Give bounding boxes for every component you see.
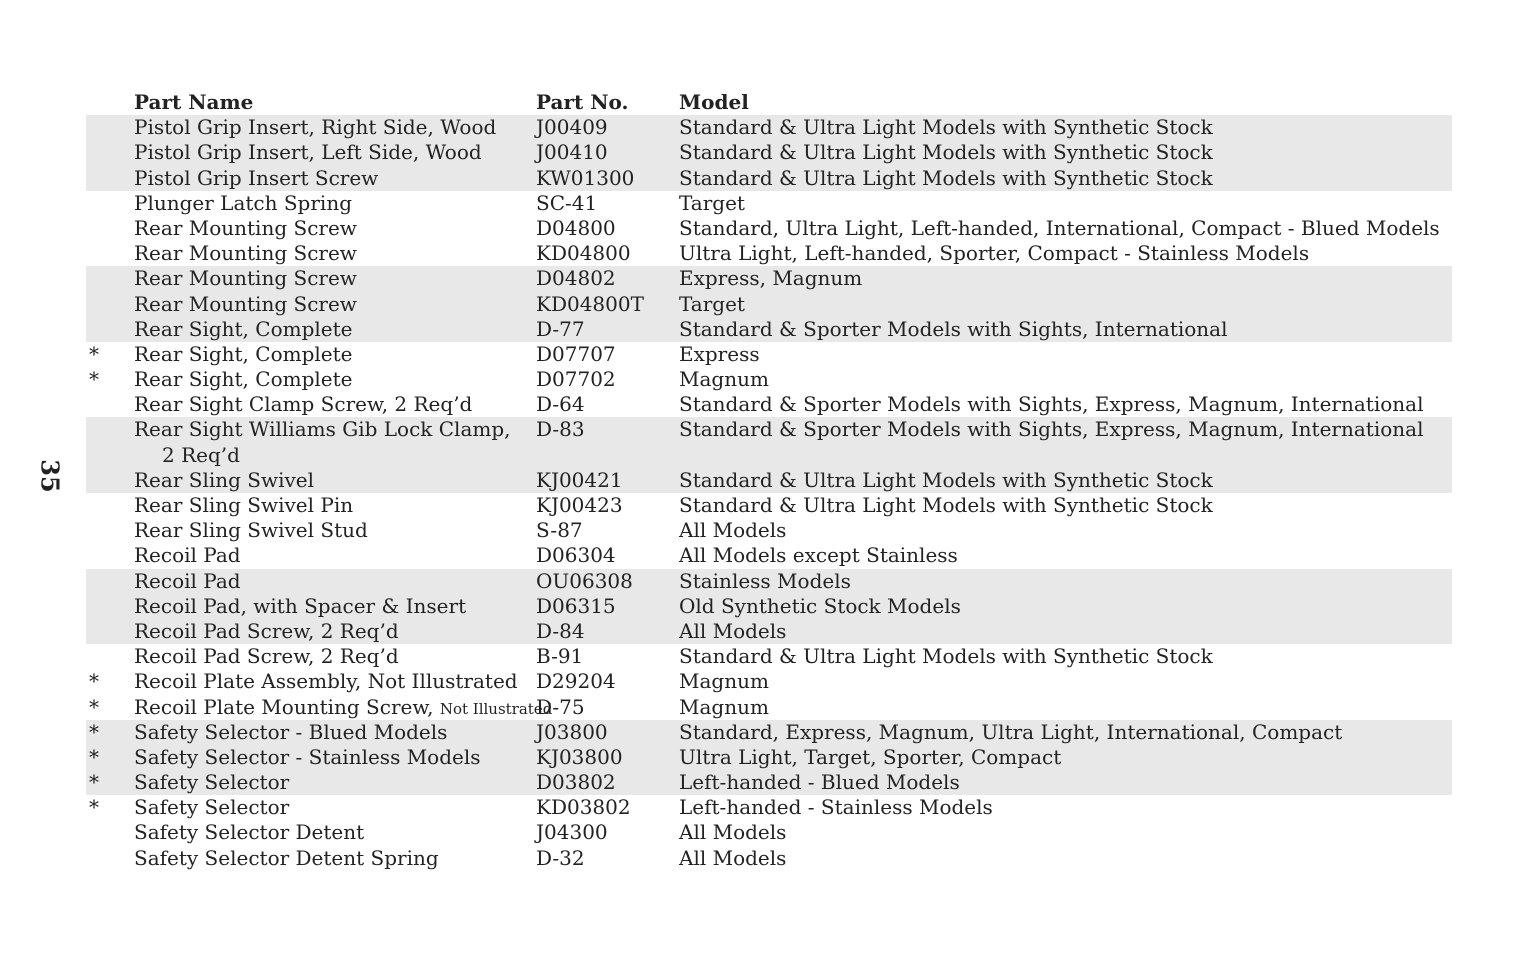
table-row xyxy=(86,594,1452,619)
part-number: D-32 xyxy=(536,845,585,870)
model: Ultra Light, Left-handed, Sporter, Compact - Stainless Models xyxy=(679,241,1310,266)
table-row xyxy=(86,342,1452,367)
part-name: Pistol Grip Insert, Left Side, Wood xyxy=(134,140,482,165)
model: Standard & Ultra Light Models with Synthetic Stock xyxy=(679,493,1213,518)
table-row xyxy=(86,770,1452,795)
part-name: Rear Mounting Screw xyxy=(134,291,357,316)
part-number: D-64 xyxy=(536,392,585,417)
model: All Models xyxy=(679,845,787,870)
model: Standard & Sporter Models with Sights, International xyxy=(679,316,1228,341)
part-name-cell xyxy=(134,216,534,241)
table-row xyxy=(86,417,1452,467)
part-number: KD04800 xyxy=(536,241,631,266)
part-name-cell xyxy=(134,619,534,644)
table-row xyxy=(86,720,1452,745)
table-row xyxy=(86,695,1452,720)
table-row xyxy=(86,292,1452,317)
part-name: Recoil Pad Screw, 2 Req’d xyxy=(134,644,399,669)
part-number: J04300 xyxy=(536,820,608,845)
part-number: KD04800T xyxy=(536,291,644,316)
table-row xyxy=(86,518,1452,543)
part-name: Recoil Plate Assembly, Not Illustrated xyxy=(134,669,518,694)
part-name-cell xyxy=(134,417,534,467)
header-part-no: Part No. xyxy=(536,90,629,114)
part-name-cell xyxy=(134,518,534,543)
part-name-cell xyxy=(134,115,534,140)
part-name-cell xyxy=(134,594,534,619)
part-number: D04802 xyxy=(536,266,616,291)
part-number: KJ00421 xyxy=(536,467,623,492)
part-number: B-91 xyxy=(536,644,584,669)
part-name: Rear Sight Williams Gib Lock Clamp, xyxy=(134,417,511,442)
table-row xyxy=(86,392,1452,417)
part-name: Safety Selector Detent Spring xyxy=(134,845,439,870)
new-part-marker: * xyxy=(89,770,99,795)
part-name-cell xyxy=(134,569,534,594)
model: Old Synthetic Stock Models xyxy=(679,593,961,618)
part-name-cell xyxy=(134,292,534,317)
model: Left-handed - Stainless Models xyxy=(679,795,993,820)
page-number: 35 xyxy=(35,459,65,493)
part-number: D-84 xyxy=(536,618,585,643)
part-number: D-75 xyxy=(536,694,585,719)
part-name-cell xyxy=(134,543,534,568)
part-name-cell xyxy=(134,795,534,820)
table-row xyxy=(86,191,1452,216)
part-name: Recoil Pad, with Spacer & Insert xyxy=(134,593,467,618)
table-row xyxy=(86,846,1452,871)
part-name-cell xyxy=(134,392,534,417)
new-part-marker: * xyxy=(89,795,99,820)
part-name-continued: 2 Req’d xyxy=(162,442,240,467)
table-row xyxy=(86,241,1452,266)
part-name: Recoil Pad Screw, 2 Req’d xyxy=(134,618,399,643)
part-name: Safety Selector Detent xyxy=(134,820,365,845)
part-name: Rear Sling Swivel xyxy=(134,467,315,492)
part-name-cell xyxy=(134,367,534,392)
model: All Models xyxy=(679,820,787,845)
part-name-note: Not Illustrated xyxy=(439,699,553,718)
part-name: Recoil Pad xyxy=(134,568,241,593)
part-number: OU06308 xyxy=(536,568,633,593)
part-name: Recoil Plate Mounting Screw, xyxy=(134,694,434,719)
parts-table xyxy=(86,90,1452,871)
part-number: KW01300 xyxy=(536,165,635,190)
new-part-marker: * xyxy=(89,744,99,769)
model: Express, Magnum xyxy=(679,266,863,291)
new-part-marker: * xyxy=(89,669,99,694)
model: Standard & Ultra Light Models with Synthetic Stock xyxy=(679,467,1213,492)
part-name: Rear Sight, Complete xyxy=(134,316,353,341)
part-number: J03800 xyxy=(536,719,608,744)
table-row xyxy=(86,820,1452,845)
table-row xyxy=(86,115,1452,140)
table-header xyxy=(86,90,1452,115)
model: Standard, Ultra Light, Left-handed, International, Compact - Blued Models xyxy=(679,215,1440,240)
part-number: D03802 xyxy=(536,770,616,795)
part-name: Pistol Grip Insert Screw xyxy=(134,165,379,190)
model: Target xyxy=(679,190,745,215)
part-number: D07707 xyxy=(536,341,616,366)
table-row xyxy=(86,493,1452,518)
part-number: S-87 xyxy=(536,518,583,543)
part-name-cell xyxy=(134,241,534,266)
part-number: D06304 xyxy=(536,543,616,568)
model: Standard & Ultra Light Models with Synthetic Stock xyxy=(679,644,1213,669)
table-row xyxy=(86,619,1452,644)
header-part-name: Part Name xyxy=(134,90,254,114)
part-number: D29204 xyxy=(536,669,616,694)
part-name-cell xyxy=(134,694,553,722)
new-part-marker: * xyxy=(89,367,99,392)
part-name-cell xyxy=(134,669,534,694)
part-name-cell xyxy=(134,493,534,518)
model: Magnum xyxy=(679,694,769,719)
part-name: Rear Mounting Screw xyxy=(134,266,357,291)
part-name: Plunger Latch Spring xyxy=(134,190,352,215)
model: All Models xyxy=(679,518,787,543)
model: Stainless Models xyxy=(679,568,851,593)
table-row xyxy=(86,644,1452,669)
part-number: D07702 xyxy=(536,367,616,392)
part-name-cell xyxy=(134,266,534,291)
part-name: Rear Sight, Complete xyxy=(134,367,353,392)
part-name-cell xyxy=(134,846,534,871)
part-number: KD03802 xyxy=(536,795,631,820)
part-name-cell xyxy=(134,342,534,367)
part-name: Safety Selector xyxy=(134,770,290,795)
part-number: J00409 xyxy=(536,115,608,140)
part-number: KJ03800 xyxy=(536,744,623,769)
part-name: Rear Mounting Screw xyxy=(134,215,357,240)
part-name: Rear Sling Swivel Pin xyxy=(134,493,354,518)
table-row xyxy=(86,266,1452,291)
part-name: Safety Selector xyxy=(134,795,290,820)
model: Standard & Sporter Models with Sights, Express, Magnum, International xyxy=(679,392,1424,417)
new-part-marker: * xyxy=(89,341,99,366)
model: Target xyxy=(679,291,745,316)
new-part-marker: * xyxy=(89,719,99,744)
model: Standard & Sporter Models with Sights, Express, Magnum, International xyxy=(679,417,1424,442)
table-row xyxy=(86,216,1452,241)
new-part-marker: * xyxy=(89,694,99,719)
table-row xyxy=(86,166,1452,191)
header-model: Model xyxy=(679,90,749,114)
table-row xyxy=(86,669,1452,694)
part-number: D04800 xyxy=(536,215,616,240)
model: Express xyxy=(679,341,760,366)
part-name: Rear Sight, Complete xyxy=(134,341,353,366)
model: All Models xyxy=(679,618,787,643)
table-row xyxy=(86,543,1452,568)
part-name-cell xyxy=(134,720,534,745)
part-number: KJ00423 xyxy=(536,493,623,518)
part-name: Safety Selector - Blued Models xyxy=(134,719,448,744)
part-name-cell xyxy=(134,820,534,845)
table-row xyxy=(86,795,1452,820)
model: Magnum xyxy=(679,367,769,392)
model: Standard & Ultra Light Models with Synthetic Stock xyxy=(679,115,1213,140)
part-name: Recoil Pad xyxy=(134,543,241,568)
table-row xyxy=(86,140,1452,165)
part-name: Safety Selector - Stainless Models xyxy=(134,744,481,769)
model: Magnum xyxy=(679,669,769,694)
model: Standard & Ultra Light Models with Synthetic Stock xyxy=(679,140,1213,165)
part-number: SC-41 xyxy=(536,190,598,215)
table-body xyxy=(86,115,1452,871)
part-name-cell xyxy=(134,140,534,165)
model: Left-handed - Blued Models xyxy=(679,770,960,795)
part-name: Pistol Grip Insert, Right Side, Wood xyxy=(134,115,497,140)
part-name-cell xyxy=(134,191,534,216)
part-name-cell xyxy=(134,317,534,342)
part-name-cell xyxy=(134,745,534,770)
part-name: Rear Sight Clamp Screw, 2 Req’d xyxy=(134,392,473,417)
model: Ultra Light, Target, Sporter, Compact xyxy=(679,744,1062,769)
model: Standard & Ultra Light Models with Synthetic Stock xyxy=(679,165,1213,190)
table-row xyxy=(86,317,1452,342)
part-name: Rear Mounting Screw xyxy=(134,241,357,266)
model: All Models except Stainless xyxy=(679,543,958,568)
model: Standard, Express, Magnum, Ultra Light, International, Compact xyxy=(679,719,1343,744)
part-number: D-83 xyxy=(536,417,585,442)
table-row xyxy=(86,745,1452,770)
part-number: D-77 xyxy=(536,316,585,341)
table-row xyxy=(86,569,1452,594)
part-name-cell xyxy=(134,468,534,493)
part-number: J00410 xyxy=(536,140,608,165)
part-name: Rear Sling Swivel Stud xyxy=(134,518,368,543)
part-name-cell xyxy=(134,166,534,191)
part-name-cell xyxy=(134,770,534,795)
part-number: D06315 xyxy=(536,593,616,618)
part-name-cell xyxy=(134,644,534,669)
table-row xyxy=(86,367,1452,392)
table-row xyxy=(86,468,1452,493)
